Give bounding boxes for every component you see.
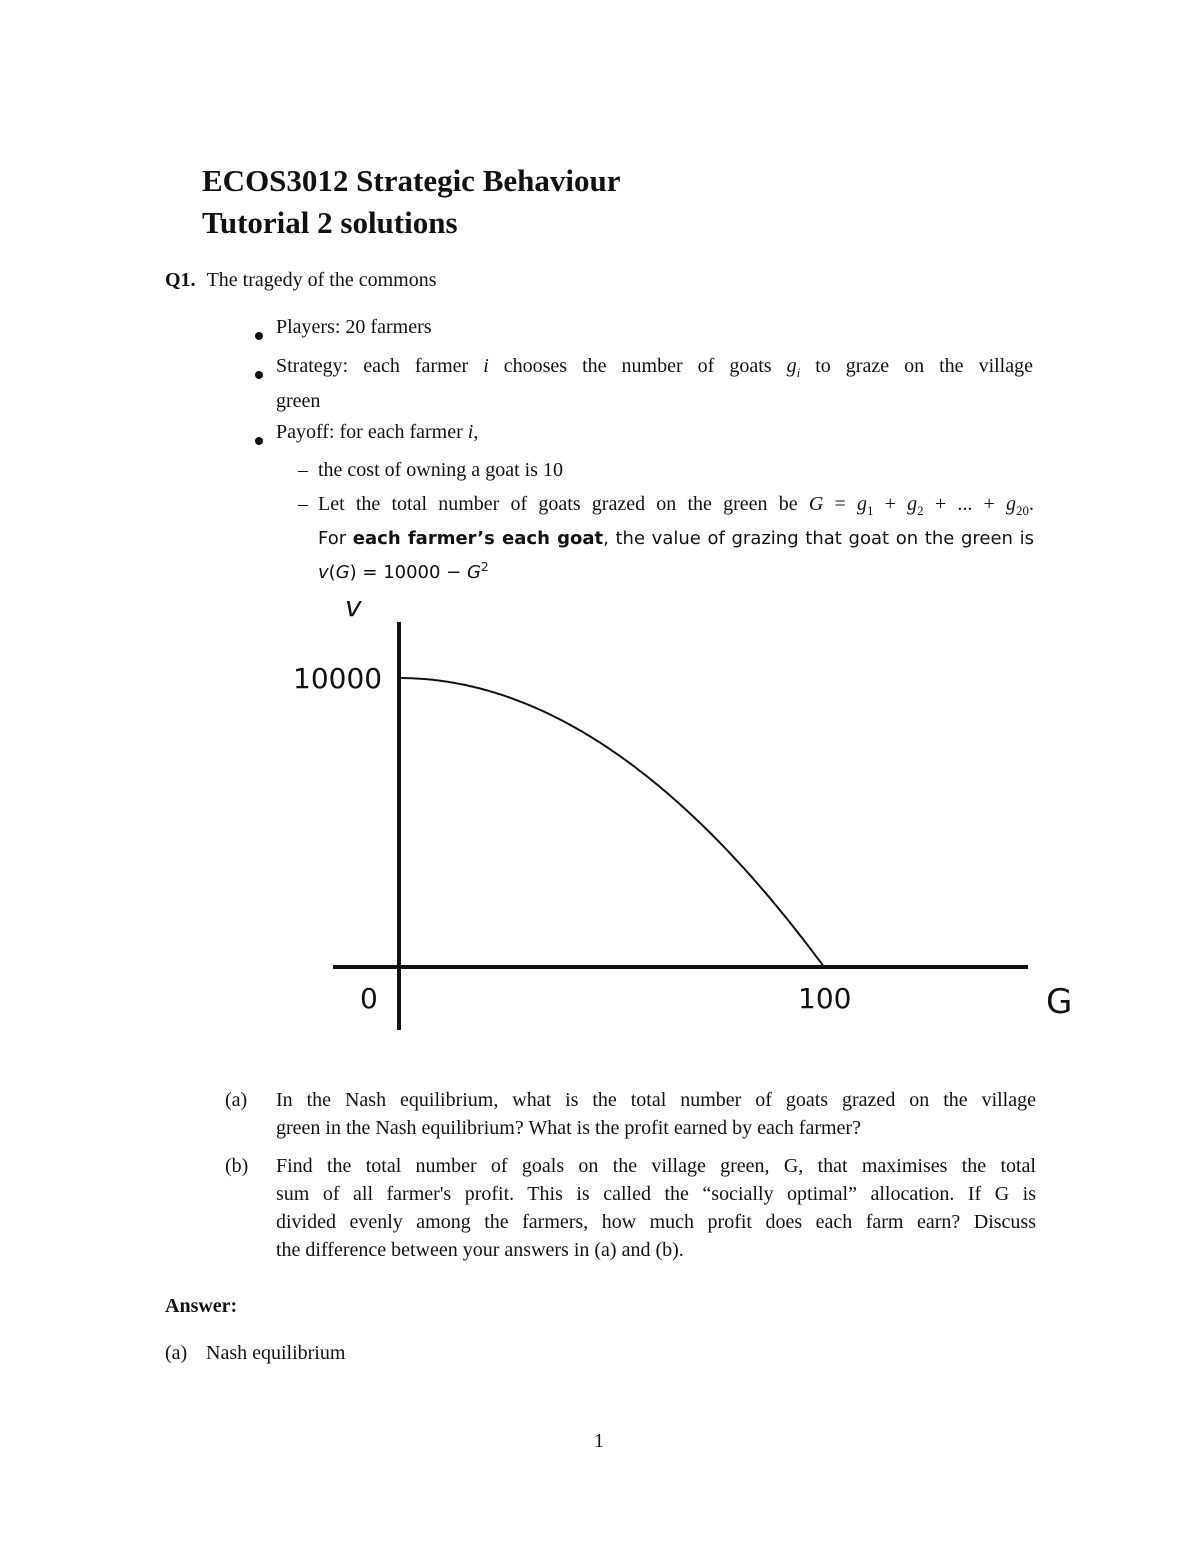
answer-part-text: Nash equilibrium xyxy=(206,1342,346,1364)
part-b-label: (b) xyxy=(225,1155,249,1177)
part-a-text xyxy=(276,1086,1036,1142)
dash-icon: – xyxy=(298,493,308,515)
part-a-line: In the Nash equilibrium, what is the total number of goats grazed on the village xyxy=(276,1089,1036,1111)
sub-bullet-text: Let the total number of goats grazed on the green be $G = g_1 + g_2$ + ... + $g_{20}$. For each farmer’s each goat, the value of grazing that goat on the green is $v(G) = 10000 - G^2$ xyxy=(318,493,1035,583)
part-b-text xyxy=(276,1152,1036,1264)
part-b-line: divided evenly among the farmers, how much profit does each farm earn? Discuss xyxy=(276,1211,1036,1233)
answer-part-label: (a) xyxy=(165,1342,188,1364)
question-title: The tragedy of the commons xyxy=(206,269,437,291)
part-b-line: the difference between your answers in (a) and (b). xyxy=(276,1239,684,1261)
answer-heading: Answer: xyxy=(165,1295,238,1317)
value-curve xyxy=(399,678,824,967)
y-axis-label: v xyxy=(345,590,362,623)
page-number: 1 xyxy=(594,1430,604,1452)
dash-icon: – xyxy=(298,459,308,481)
bullet-text: Payoff: for each farmer i, xyxy=(276,421,479,443)
course-title: ECOS3012 Strategic Behaviour xyxy=(202,163,621,198)
question-number: Q1. xyxy=(165,269,196,291)
x-tick-label-100: 100 xyxy=(798,982,852,1015)
part-a-label: (a) xyxy=(225,1089,248,1111)
x-tick-label-origin: 0 xyxy=(360,982,378,1015)
part-b-line: sum of all farmer's profit. This is called the “socially optimal” allocation. If G is xyxy=(276,1183,1036,1205)
bullet-text: Strategy: each farmer i chooses the number of goats $g_i$ to graze on the village green xyxy=(276,355,1033,412)
part-a-line: green in the Nash equilibrium? What is the profit earned by each farmer? xyxy=(276,1117,861,1139)
tutorial-subtitle: Tutorial 2 solutions xyxy=(202,205,458,240)
y-tick-label: 10000 xyxy=(293,662,383,695)
sub-bullet-text: the cost of owning a goat is 10 xyxy=(318,459,563,481)
bullet-text: Players: 20 farmers xyxy=(276,316,432,338)
x-axis-label: G xyxy=(1046,982,1073,1022)
part-b-line: Find the total number of goals on the village green, G, that maximises the total xyxy=(276,1155,1036,1177)
